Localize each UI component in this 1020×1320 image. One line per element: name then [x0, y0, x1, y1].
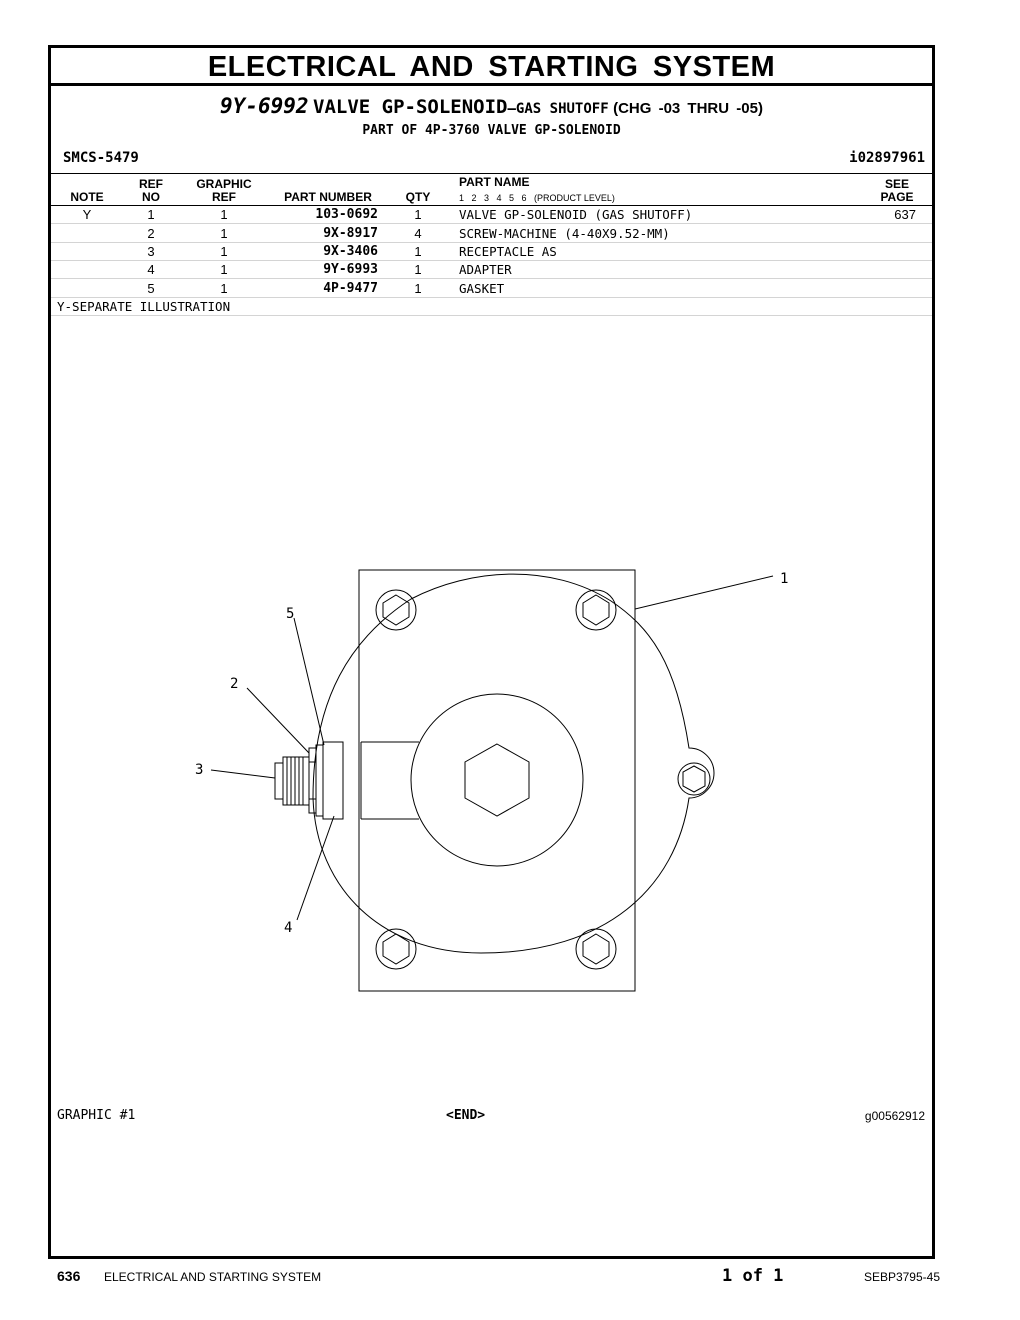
document-id: i02897961 — [849, 150, 925, 166]
gasket — [316, 745, 323, 816]
receptacle-tip — [275, 763, 283, 799]
end-marker: <END> — [446, 1108, 486, 1123]
graphic-id: g00562912 — [864, 1109, 925, 1123]
row-part-number[interactable]: 9X-8917 — [323, 226, 378, 241]
smcs-code: SMCS-5479 — [63, 150, 139, 166]
leader-line-1 — [635, 576, 773, 609]
serial-change-range: (CHG -03 THRU -05) — [613, 100, 763, 117]
mounting-plate — [359, 570, 635, 991]
col-ref-header-bottom: NO — [142, 190, 160, 204]
row-graphic-ref: 1 — [220, 262, 228, 277]
screw-head-lower — [309, 799, 316, 813]
col-part-name-header: PART NAME — [459, 175, 530, 189]
product-level-header: 1 2 3 4 5 6 (PRODUCT LEVEL) — [459, 193, 615, 203]
col-see-page-header-top: SEE — [884, 177, 909, 191]
table-footnote: Y-SEPARATE ILLUSTRATION — [57, 299, 231, 314]
group-dash: — — [507, 101, 516, 117]
row-ref-no: 5 — [147, 281, 155, 296]
row-ref-no: 3 — [147, 244, 155, 259]
bolt-boss-bottom-left — [376, 929, 416, 969]
col-graphic-header-top: GRAPHIC — [196, 177, 252, 191]
adapter-flange — [323, 742, 343, 819]
solenoid-cap — [411, 694, 583, 866]
row-part-number[interactable]: 9X-3406 — [323, 244, 378, 259]
callout-2: 2 — [230, 676, 239, 692]
row-graphic-ref: 1 — [220, 244, 228, 259]
page-frame — [48, 45, 935, 1259]
page-of-indicator: 1 of 1 — [722, 1266, 784, 1286]
row-graphic-ref: 1 — [220, 281, 228, 296]
page-title: ELECTRICAL AND STARTING SYSTEM — [207, 51, 776, 83]
row-part-name: SCREW-MACHINE (4-40X9.52-MM) — [459, 226, 670, 241]
bolt-boss-top-right — [576, 590, 616, 630]
group-part-number: 9Y-6992 — [220, 94, 309, 118]
page-footer — [0, 1262, 1020, 1292]
row-ref-no: 2 — [147, 226, 155, 241]
leader-line-5 — [294, 618, 324, 745]
row-qty: 1 — [414, 262, 422, 277]
row-qty: 1 — [414, 281, 422, 296]
col-note-header: NOTE — [70, 190, 104, 204]
bolt-head-right — [683, 766, 705, 792]
publication-number: SEBP3795-45 — [863, 1270, 940, 1284]
leader-line-2 — [247, 688, 309, 753]
row-part-name: RECEPTACLE AS — [459, 244, 557, 259]
row-ref-no: 1 — [147, 207, 155, 222]
center-hex-nut — [465, 744, 529, 816]
bolt-boss-bottom-right — [576, 929, 616, 969]
bolt-head-bottom-right — [583, 934, 609, 964]
valve-illustration — [51, 48, 931, 1088]
row-see-page[interactable]: 637 — [894, 207, 916, 222]
col-see-page-header-bottom: PAGE — [880, 190, 914, 204]
col-qty-header: QTY — [405, 190, 431, 204]
bolt-head-top-right — [583, 595, 609, 625]
footer-section-title: ELECTRICAL AND STARTING SYSTEM — [104, 1270, 322, 1284]
callout-3: 3 — [195, 762, 204, 778]
row-note: Y — [82, 207, 92, 222]
leader-line-3 — [211, 770, 275, 778]
row-part-name: VALVE GP-SOLENOID (GAS SHUTOFF) — [459, 207, 693, 222]
row-part-number[interactable]: 103-0692 — [315, 207, 378, 222]
row-ref-no: 4 — [147, 262, 155, 277]
row-graphic-ref: 1 — [220, 226, 228, 241]
col-part-number-header: PART NUMBER — [284, 190, 372, 204]
col-graphic-header-bottom: REF — [212, 190, 236, 204]
callout-1: 1 — [780, 571, 789, 587]
solenoid-housing — [361, 742, 419, 819]
col-ref-header-top: REF — [139, 177, 163, 191]
callout-4: 4 — [284, 920, 293, 936]
row-part-number[interactable]: 9Y-6993 — [323, 262, 378, 277]
part-of-line: PART OF 4P-3760 VALVE GP-SOLENOID — [362, 123, 621, 138]
row-part-name: ADAPTER — [459, 262, 512, 277]
page-number: 636 — [57, 1268, 81, 1284]
leader-line-4 — [297, 816, 334, 920]
row-part-name: GASKET — [459, 281, 505, 296]
valve-body — [313, 574, 714, 953]
callout-5: 5 — [286, 606, 295, 622]
group-part-name: VALVE GP-SOLENOID — [313, 96, 508, 118]
row-graphic-ref: 1 — [220, 207, 228, 222]
row-qty: 1 — [414, 207, 422, 222]
row-part-number[interactable]: 4P-9477 — [323, 281, 378, 296]
receptacle-threads — [287, 757, 303, 805]
row-qty: 1 — [414, 244, 422, 259]
row-qty: 4 — [414, 226, 422, 241]
group-part-desc: GAS SHUTOFF — [515, 101, 609, 117]
graphic-label: GRAPHIC #1 — [57, 1108, 136, 1123]
